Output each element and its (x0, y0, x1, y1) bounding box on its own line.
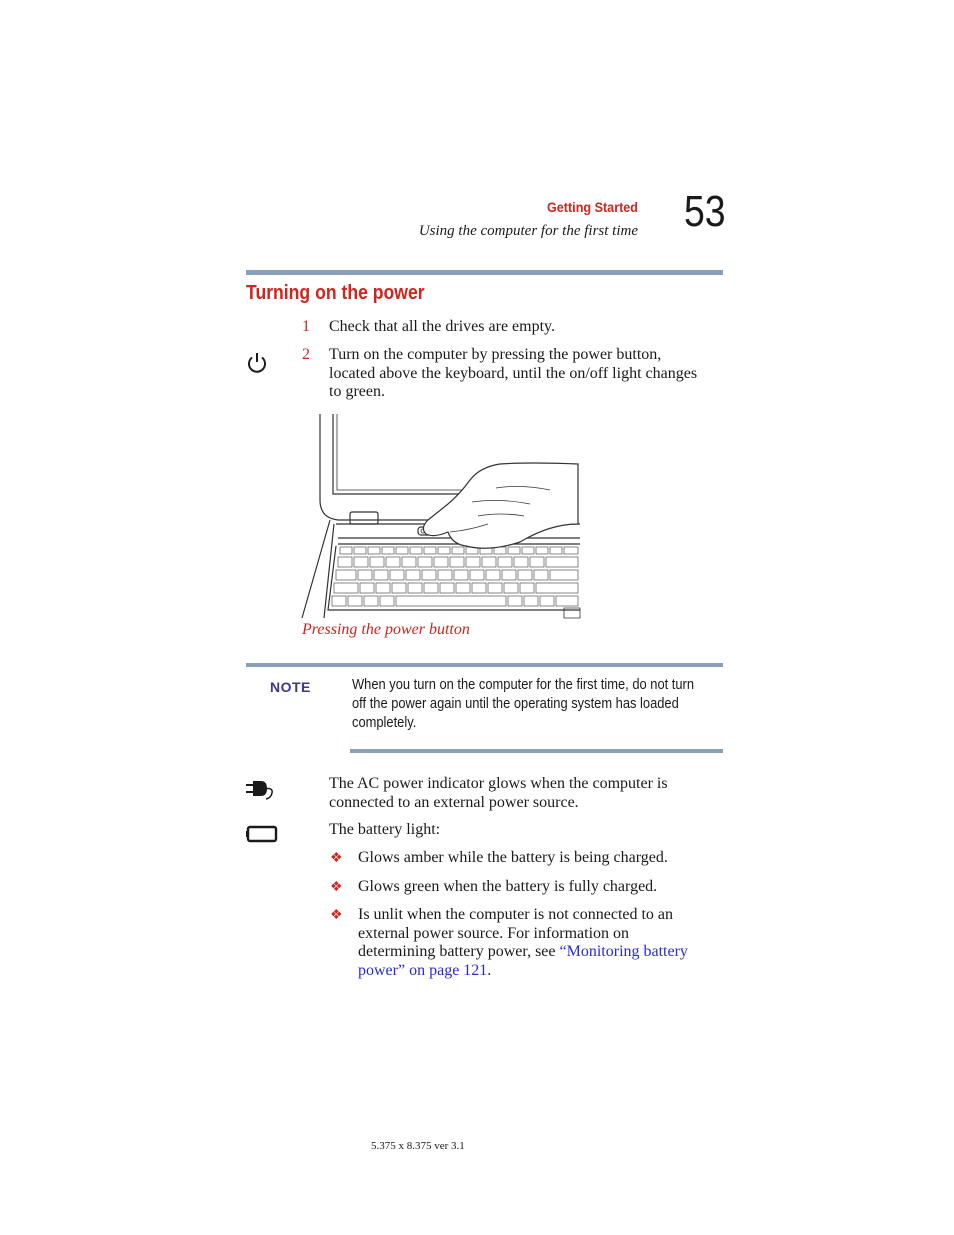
bullet-3-line-3 (358, 943, 728, 962)
battery-icon (246, 824, 280, 844)
section-heading: Turning on the power (246, 282, 425, 304)
step-1-number: 1 (302, 318, 310, 335)
note-rule-top (246, 663, 723, 667)
ac-plug-icon (245, 779, 277, 801)
bullet-3-line-3-text: determining battery power, see (358, 943, 560, 960)
bullet-1-mark: ❖ (330, 851, 343, 866)
power-icon (245, 351, 269, 375)
note-line-2: off the power again until the operating system has loaded (352, 695, 679, 712)
step-2-line-1: Turn on the computer by pressing the power button, (329, 346, 662, 363)
figure-caption: Pressing the power button (302, 621, 470, 638)
bullet-3-line-4 (358, 962, 728, 981)
monitoring-battery-link[interactable]: “Monitoring battery (559, 943, 688, 960)
step-1-text: Check that all the drives are empty. (329, 318, 555, 335)
step-2-number: 2 (302, 346, 310, 363)
battery-intro: The battery light: (329, 821, 441, 838)
note-rule-bottom (350, 749, 723, 753)
ac-power-line-2: connected to an external power source. (329, 793, 579, 811)
step-2-line-3: to green. (329, 383, 385, 400)
page-number: 53 (684, 187, 726, 236)
footer-version: 5.375 x 8.375 ver 3.1 (371, 1140, 465, 1152)
bullet-2-mark: ❖ (330, 880, 343, 895)
bullet-3-line-1: Is unlit when the computer is not connected to an (358, 906, 674, 923)
ac-power-text (329, 775, 729, 812)
power-button-illustration (300, 412, 582, 620)
note-line-3: completely. (352, 714, 417, 731)
bullet-3-line-2: external power source. For information on (358, 924, 630, 942)
running-header-chapter: Getting Started (546, 199, 638, 215)
step-2-text (329, 346, 729, 402)
bullet-3-mark: ❖ (330, 908, 343, 923)
ac-power-line-1: The AC power indicator glows when the computer is (329, 775, 668, 792)
bullet-2-text: Glows green when the battery is fully charged. (358, 878, 658, 895)
monitoring-battery-link-cont[interactable]: power” on page 121 (358, 961, 488, 979)
running-header-section: Using the computer for the first time (418, 223, 638, 239)
note-text (352, 675, 696, 732)
step-2-line-2: located above the keyboard, until the on/off light changes (329, 364, 698, 382)
note-label: NOTE (270, 679, 311, 695)
bullet-1-text: Glows amber while the battery is being charged. (358, 849, 668, 866)
bullet-3-end: . (487, 961, 492, 979)
section-rule (246, 270, 723, 275)
bullet-3-text (358, 906, 728, 980)
note-line-1: When you turn on the computer for the first time, do not turn (352, 676, 695, 693)
